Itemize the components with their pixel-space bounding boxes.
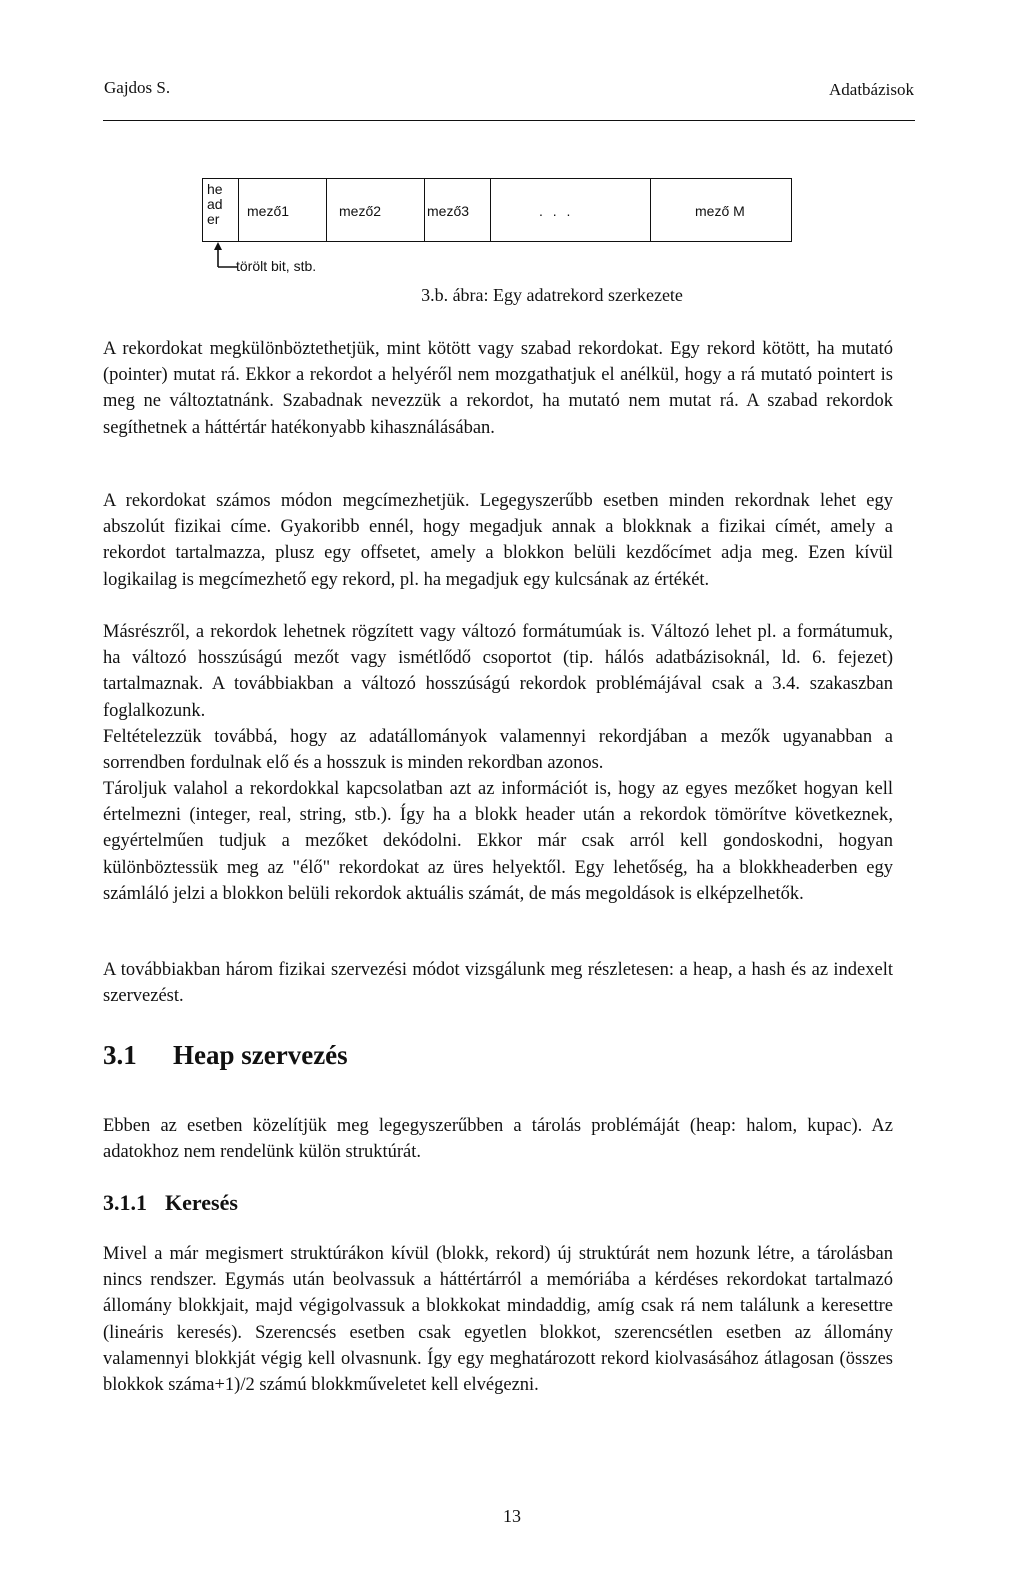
field-m-label: mező M [695, 203, 745, 219]
field-1-label: mező1 [247, 203, 290, 219]
record-header-label: he ad er [207, 181, 223, 227]
paragraph-4: Feltételezzük továbbá, hogy az adatállományok valamennyi rekordjában a mezők ugyanabban a sorrendben fordulnak elő és a hosszuk is minden rekordban azonos. [103, 727, 893, 774]
header-rule [103, 120, 915, 121]
ellipsis-label: . . . [539, 203, 574, 219]
subsection-heading [103, 1190, 238, 1216]
record-structure-diagram [202, 178, 792, 242]
page-number: 13 [503, 1506, 521, 1526]
paragraph-2: A rekordokat számos módon megcímezhetjük. Legegyszerűbb esetben minden rekordnak lehet egy abszolút fizikai címe. Gyakoribb ennél, hogy megadjuk annak a blokknak a fizikai címét, amely a rekordot tartalmazza, plusz egy offsetet, amely a blokkon belüli kezdőcímet adja meg. Ezen kívül logikailag is megcímezhető egy rekord, pl. ha megadjuk egy kulcsának az értékét. [103, 491, 893, 590]
section-heading [103, 1040, 348, 1071]
field-2-label: mező2 [339, 203, 382, 219]
paragraph-8: Mivel a már megismert struktúrákon kívül (blokk, rekord) új struktúrát nem hozunk létre, a tárolásban nincs rendszer. Egymás után beolvassuk a háttértárról a memóriába a kérdéses rekordokat tartalmazó állomány blokkjait, majd végigolvassuk a blokkokat mindaddig, amíg csak rá nem találunk a keresettre (lineáris keresés). Szerencsés esetben csak egyetlen blokkot, szerencsétlen esetben az állomány valamennyi blokkját végig kell olvasnunk. Így egy meghatározott rekord kiolvasásához átlagosan (összes blokkok száma+1)/2 számú blokkműveletet kell elvégezni. [103, 1244, 893, 1396]
figure-caption-text: 3.b. ábra: Egy adatrekord szerkezete [421, 285, 683, 305]
section-title: Heap szervezés [173, 1040, 348, 1070]
header-title: Adatbázisok [829, 80, 914, 99]
ellipsis-cell [491, 179, 651, 241]
paragraph-1: A rekordokat megkülönböztethetjük, mint kötött vagy szabad rekordokat. Egy rekord kötött, ha mutató (pointer) mutat rá. Ekkor a rekordot a helyéről nem mozgathatjuk el anélkül, hogy a rá mutató pointert is meg ne változtatnánk. Szabadnak nevezzük a rekordot, ha mutató nem mutat rá. A szabad rekordok segíthetnek a háttértár hatékonyabb kihasználásában. [103, 339, 893, 438]
field-1-cell [239, 179, 327, 241]
paragraph-3: Másrészről, a rekordok lehetnek rögzített vagy változó formátumúak is. Változó lehet pl. a formátumuk, ha változó hosszúságú mezőt vagy ismétlődő csoportot (tip. hálós adatbázisoknál, ld. 6. fejezet) tartalmaznak. A továbbiakban a változó hosszúságú rekordok problémájával csak a 3.4. szakaszban foglalkozunk. [103, 622, 893, 721]
field-2-cell [327, 179, 425, 241]
section-number: 3.1 [103, 1040, 137, 1070]
paragraph-5: Tároljuk valahol a rekordokkal kapcsolatban azt az információt is, hogy az egyes mezőket hogyan kell értelmezni (integer, real, string, stb.). Így ha a blokk header után a rekordok tömörítve következnek, egyértelműen tudjuk a mezőket dekódolni. Ekkor már csak arról kell gondoskodni, hogyan különböztessük meg az "élő" rekordokat az üres helyektől. Egy lehetőség, ha a blokkheaderben egy számláló jelzi a blokkon belüli rekordok aktuális számát, de más megoldások is elképzelhetők. [103, 779, 893, 904]
figure-caption [0, 285, 1024, 306]
field-m-cell [651, 179, 791, 241]
field-3-label: mező3 [427, 203, 470, 219]
header-author: Gajdos S. [104, 78, 171, 97]
field-3-cell [425, 179, 491, 241]
deleted-bit-label: törölt bit, stb. [236, 258, 317, 274]
record-header-cell [203, 179, 239, 241]
paragraph-6: A továbbiakban három fizikai szervezési módot vizsgálunk meg részletesen: a heap, a hash és az indexelt szervezést. [103, 960, 893, 1007]
subsection-title: Keresés [165, 1190, 238, 1215]
subsection-number: 3.1.1 [103, 1190, 147, 1215]
paragraph-7: Ebben az esetben közelítjük meg legegyszerűbben a tárolás problémáját (heap: halom, kupac). Az adatokhoz nem rendelünk külön struktúrát. [103, 1116, 893, 1163]
